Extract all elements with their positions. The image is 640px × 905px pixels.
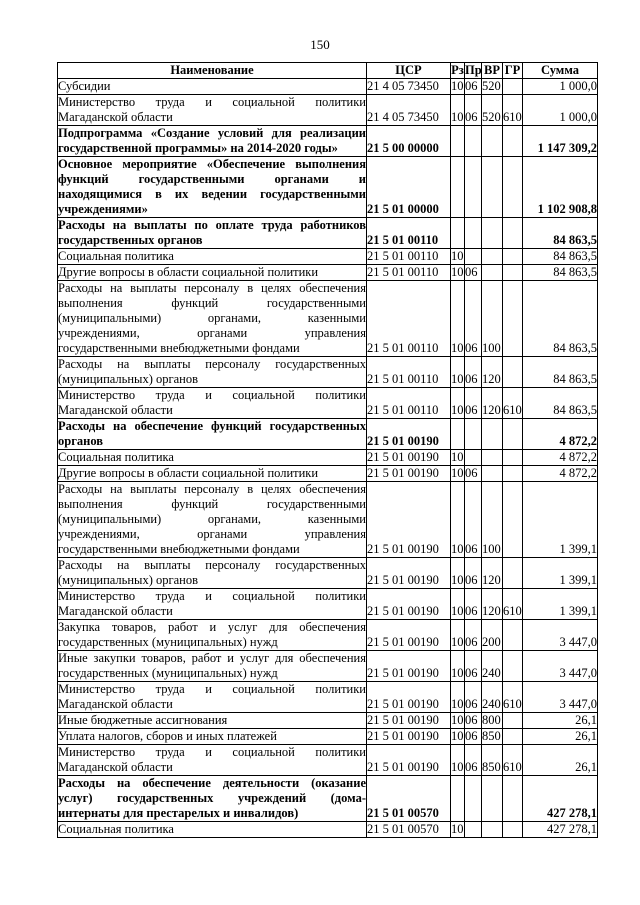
gr-cell xyxy=(503,79,523,95)
csr-cell: 21 5 01 00190 xyxy=(367,419,451,450)
table-row xyxy=(58,713,598,729)
rz-cell: 10 xyxy=(451,713,464,727)
table-row xyxy=(58,482,598,558)
csr-cell: 21 5 01 00570 xyxy=(367,822,451,838)
vr-cell: 240 xyxy=(482,651,503,682)
pr-cell: 06 xyxy=(465,745,482,776)
csr-cell: 21 5 01 00190 xyxy=(367,682,451,713)
table-row xyxy=(58,558,598,589)
name-cell xyxy=(58,822,367,838)
sum-cell: 1 399,1 xyxy=(523,482,598,558)
name-line: учреждениями, органами управления xyxy=(58,326,366,340)
name-line: Расходы на выплаты персоналу государственных xyxy=(58,558,366,572)
gr-cell xyxy=(503,249,523,265)
table-row xyxy=(58,745,598,776)
csr-cell: 21 5 01 00110 xyxy=(367,281,451,357)
csr-cell: 21 5 01 00190 xyxy=(367,620,451,651)
gr-cell xyxy=(503,822,523,838)
rz-cell: 10 xyxy=(451,482,465,558)
name-cell xyxy=(58,265,367,281)
csr-cell: 21 5 01 00110 xyxy=(367,265,451,281)
rz-cell: 10 xyxy=(451,79,464,93)
sum-cell: 3 447,0 xyxy=(523,620,598,651)
name-line: услуг) государственных учреждений (дома- xyxy=(58,791,366,805)
csr-cell: 21 5 01 00190 xyxy=(367,745,451,776)
name-cell xyxy=(58,218,367,249)
gr-cell xyxy=(503,450,523,466)
pr-cell: 06 xyxy=(465,281,482,357)
rz-cell: 10 xyxy=(451,265,464,279)
name-line: Магаданской области xyxy=(58,604,173,618)
vr-cell xyxy=(482,218,503,249)
vr-cell: 100 xyxy=(482,281,503,357)
name-line: Министерство труда и социальной политики xyxy=(58,745,366,759)
name-line: Магаданской области xyxy=(58,403,173,417)
name-cell xyxy=(58,281,367,357)
rz-cell: 10 xyxy=(451,729,464,743)
name-cell xyxy=(58,95,367,126)
gr-cell xyxy=(503,729,523,745)
sum-cell: 1 000,0 xyxy=(523,79,598,95)
sum-cell: 26,1 xyxy=(523,745,598,776)
name-line: Министерство труда и социальной политики xyxy=(58,589,366,603)
gr-cell xyxy=(503,776,523,822)
table-row xyxy=(58,729,598,745)
name-line: функций государственными органами и xyxy=(58,172,366,186)
name-line: Социальная политика xyxy=(58,450,174,464)
rz-cell: 10 xyxy=(451,682,465,713)
name-line: Расходы на выплаты персоналу в целях обеспечения xyxy=(58,281,366,295)
pr-cell: 06 xyxy=(465,682,482,713)
vr-cell: 850 xyxy=(482,745,503,776)
sum-cell: 4 872,2 xyxy=(523,466,598,482)
pr-cell: 06 xyxy=(465,466,482,482)
name-line: Основное мероприятие «Обеспечение выполнения xyxy=(58,157,366,171)
name-line: Уплата налогов, сборов и иных платежей xyxy=(58,729,277,743)
table-row xyxy=(58,249,598,265)
name-line: Расходы на обеспечение деятельности (оказание xyxy=(58,776,366,790)
name-line: (муниципальных) органов xyxy=(58,372,199,386)
name-cell xyxy=(58,450,367,466)
table-row xyxy=(58,157,598,218)
sum-cell: 427 278,1 xyxy=(523,822,598,838)
rz-cell: 10 xyxy=(451,466,464,480)
rz-cell xyxy=(451,126,465,157)
vr-cell: 120 xyxy=(482,388,503,419)
csr-cell: 21 5 01 00110 xyxy=(367,357,451,388)
vr-cell xyxy=(482,265,503,281)
name-line: государственными внебюджетными фондами xyxy=(58,542,300,556)
gr-cell xyxy=(503,281,523,357)
gr-cell: 610 xyxy=(503,95,523,126)
rz-cell xyxy=(451,218,465,249)
name-line: Расходы на обеспечение функций государственных xyxy=(58,419,366,433)
name-line: Социальная политика xyxy=(58,822,174,836)
name-line: Субсидии xyxy=(58,79,111,93)
vr-cell: 200 xyxy=(482,620,503,651)
name-cell xyxy=(58,682,367,713)
sum-cell: 26,1 xyxy=(523,713,598,729)
name-line: государственных (муниципальных) нужд xyxy=(58,635,278,649)
pr-cell: 06 xyxy=(465,265,482,281)
name-cell xyxy=(58,745,367,776)
gr-cell xyxy=(503,157,523,218)
header-rz: Рз xyxy=(451,63,464,77)
header-sum: Сумма xyxy=(523,63,598,79)
pr-cell xyxy=(465,822,482,838)
rz-cell xyxy=(451,776,465,822)
table-row xyxy=(58,450,598,466)
name-line: Закупка товаров, работ и услуг для обеспечения xyxy=(58,620,366,634)
rz-cell: 10 xyxy=(451,822,464,836)
table-row xyxy=(58,776,598,822)
csr-cell: 21 5 00 00000 xyxy=(367,126,451,157)
pr-cell: 06 xyxy=(465,651,482,682)
name-line: выполнения функций государственными xyxy=(58,296,366,310)
csr-cell: 21 5 01 00190 xyxy=(367,450,451,466)
vr-cell xyxy=(482,776,503,822)
name-cell xyxy=(58,126,367,157)
pr-cell xyxy=(465,249,482,265)
vr-cell xyxy=(482,419,503,450)
pr-cell: 06 xyxy=(465,729,482,745)
sum-cell: 84 863,5 xyxy=(523,249,598,265)
rz-cell: 10 xyxy=(451,450,464,464)
table-row xyxy=(58,95,598,126)
pr-cell: 06 xyxy=(465,558,482,589)
csr-cell: 21 4 05 73450 xyxy=(367,79,451,95)
sum-cell: 1 399,1 xyxy=(523,558,598,589)
gr-cell xyxy=(503,466,523,482)
name-line: Расходы на выплаты по оплате труда работников xyxy=(58,218,366,232)
pr-cell: 06 xyxy=(465,388,482,419)
table-row xyxy=(58,651,598,682)
gr-cell xyxy=(503,218,523,249)
gr-cell: 610 xyxy=(503,388,523,419)
pr-cell xyxy=(465,126,482,157)
csr-cell: 21 5 01 00190 xyxy=(367,466,451,482)
gr-cell xyxy=(503,419,523,450)
rz-cell: 10 xyxy=(451,651,465,682)
rz-cell: 10 xyxy=(451,388,465,419)
header-pr: Пр xyxy=(465,63,482,77)
header-vr: ВР xyxy=(482,63,503,79)
pr-cell xyxy=(465,776,482,822)
name-line: Расходы на выплаты персоналу государственных xyxy=(58,357,366,371)
table-row xyxy=(58,620,598,651)
pr-cell xyxy=(465,157,482,218)
vr-cell xyxy=(482,466,503,482)
table-row xyxy=(58,466,598,482)
sum-cell: 4 872,2 xyxy=(523,419,598,450)
vr-cell: 120 xyxy=(482,589,503,620)
gr-cell: 610 xyxy=(503,682,523,713)
rz-cell: 10 xyxy=(451,620,465,651)
name-line: находящимися в их ведении государственными xyxy=(58,187,366,201)
csr-cell: 21 5 01 00570 xyxy=(367,776,451,822)
vr-cell xyxy=(482,126,503,157)
rz-cell xyxy=(451,419,465,450)
table-row xyxy=(58,357,598,388)
sum-cell: 84 863,5 xyxy=(523,218,598,249)
table-row xyxy=(58,388,598,419)
vr-cell: 800 xyxy=(482,713,501,727)
name-cell xyxy=(58,620,367,651)
gr-cell xyxy=(503,620,523,651)
pr-cell: 06 xyxy=(465,589,482,620)
pr-cell xyxy=(465,218,482,249)
pr-cell xyxy=(465,450,482,466)
rz-cell: 10 xyxy=(451,745,465,776)
name-line: (муниципальными) органами, казенными xyxy=(58,311,366,325)
name-line: Министерство труда и социальной политики xyxy=(58,95,366,109)
vr-cell: 120 xyxy=(482,357,503,388)
name-cell xyxy=(58,482,367,558)
pr-cell: 06 xyxy=(465,357,482,388)
vr-cell xyxy=(482,157,503,218)
name-line: Расходы на выплаты персоналу в целях обеспечения xyxy=(58,482,366,496)
name-line: государственными внебюджетными фондами xyxy=(58,341,300,355)
name-line: интернаты для престарелых и инвалидов) xyxy=(58,806,299,820)
sum-cell: 1 102 908,8 xyxy=(523,157,598,218)
rz-cell: 10 xyxy=(451,558,465,589)
csr-cell: 21 5 01 00190 xyxy=(367,482,451,558)
name-cell xyxy=(58,79,367,95)
gr-cell xyxy=(503,558,523,589)
gr-cell xyxy=(503,357,523,388)
name-cell xyxy=(58,419,367,450)
vr-cell: 520 xyxy=(482,79,501,93)
name-line: учреждениями» xyxy=(58,202,148,216)
gr-cell: 610 xyxy=(503,745,523,776)
name-line: Другие вопросы в области социальной политики xyxy=(58,466,319,480)
csr-cell: 21 5 01 00190 xyxy=(367,651,451,682)
csr-cell: 21 5 01 00190 xyxy=(367,558,451,589)
name-line: органов xyxy=(58,434,104,448)
table-row xyxy=(58,265,598,281)
table-row xyxy=(58,682,598,713)
name-line: Магаданской области xyxy=(58,697,173,711)
name-line: Магаданской области xyxy=(58,110,173,124)
rz-cell: 10 xyxy=(451,95,465,126)
csr-cell: 21 5 01 00190 xyxy=(367,589,451,620)
name-line: Министерство труда и социальной политики xyxy=(58,682,366,696)
vr-cell: 120 xyxy=(482,558,503,589)
name-line: Министерство труда и социальной политики xyxy=(58,388,366,402)
name-line: Иные бюджетные ассигнования xyxy=(58,713,228,727)
budget-table xyxy=(57,62,598,838)
table-body xyxy=(58,79,598,838)
sum-cell: 84 863,5 xyxy=(523,388,598,419)
vr-cell: 240 xyxy=(482,682,503,713)
name-cell xyxy=(58,466,367,482)
pr-cell: 06 xyxy=(465,79,482,95)
sum-cell: 4 872,2 xyxy=(523,450,598,466)
table-header-row xyxy=(58,63,598,79)
sum-cell: 84 863,5 xyxy=(523,281,598,357)
table-row xyxy=(58,281,598,357)
gr-cell xyxy=(503,482,523,558)
gr-cell xyxy=(503,651,523,682)
gr-cell xyxy=(503,713,523,729)
table-row xyxy=(58,419,598,450)
gr-cell: 610 xyxy=(503,589,523,620)
csr-cell: 21 5 01 00190 xyxy=(367,729,451,745)
csr-cell: 21 4 05 73450 xyxy=(367,95,451,126)
sum-cell: 427 278,1 xyxy=(523,776,598,822)
vr-cell xyxy=(482,822,503,838)
name-line: Подпрограмма «Создание условий для реализации xyxy=(58,126,366,140)
csr-cell: 21 5 01 00110 xyxy=(367,249,451,265)
rz-cell: 10 xyxy=(451,281,465,357)
table-row xyxy=(58,589,598,620)
name-cell xyxy=(58,157,367,218)
name-line: государственных (муниципальных) нужд xyxy=(58,666,278,680)
page-number: 150 xyxy=(310,37,330,52)
pr-cell: 06 xyxy=(465,620,482,651)
name-line: учреждениями, органами управления xyxy=(58,527,366,541)
name-cell xyxy=(58,388,367,419)
pr-cell xyxy=(465,419,482,450)
table-row xyxy=(58,79,598,95)
gr-cell xyxy=(503,265,523,281)
pr-cell: 06 xyxy=(465,95,482,126)
name-line: Социальная политика xyxy=(58,249,174,263)
table-row xyxy=(58,218,598,249)
name-line: государственной программы» на 2014-2020 годы» xyxy=(58,141,338,155)
sum-cell: 3 447,0 xyxy=(523,651,598,682)
sum-cell: 1 000,0 xyxy=(523,95,598,126)
sum-cell: 84 863,5 xyxy=(523,265,598,281)
sum-cell: 1 147 309,2 xyxy=(523,126,598,157)
header-csr: ЦСР xyxy=(367,63,451,79)
vr-cell xyxy=(482,249,503,265)
pr-cell: 06 xyxy=(465,713,482,729)
name-cell xyxy=(58,729,367,745)
rz-cell: 10 xyxy=(451,357,465,388)
header-gr: ГР xyxy=(503,63,523,79)
csr-cell: 21 5 01 00190 xyxy=(367,713,451,729)
sum-cell: 26,1 xyxy=(523,729,598,745)
name-line: государственных органов xyxy=(58,233,203,247)
name-cell xyxy=(58,651,367,682)
name-cell xyxy=(58,589,367,620)
sum-cell: 84 863,5 xyxy=(523,357,598,388)
csr-cell: 21 5 01 00110 xyxy=(367,388,451,419)
rz-cell: 10 xyxy=(451,249,464,263)
name-cell xyxy=(58,558,367,589)
rz-cell xyxy=(451,157,465,218)
table-row xyxy=(58,822,598,838)
name-line: (муниципальными) органами, казенными xyxy=(58,512,366,526)
name-cell xyxy=(58,249,367,265)
name-cell xyxy=(58,357,367,388)
csr-cell: 21 5 01 00110 xyxy=(367,218,451,249)
table-row xyxy=(58,126,598,157)
name-cell xyxy=(58,713,367,729)
vr-cell: 520 xyxy=(482,95,503,126)
name-line: (муниципальных) органов xyxy=(58,573,199,587)
header-name: Наименование xyxy=(58,63,367,79)
pr-cell: 06 xyxy=(465,482,482,558)
sum-cell: 3 447,0 xyxy=(523,682,598,713)
gr-cell xyxy=(503,126,523,157)
vr-cell: 100 xyxy=(482,482,503,558)
rz-cell: 10 xyxy=(451,589,465,620)
csr-cell: 21 5 01 00000 xyxy=(367,157,451,218)
name-line: Магаданской области xyxy=(58,760,173,774)
sum-cell: 1 399,1 xyxy=(523,589,598,620)
name-line: выполнения функций государственными xyxy=(58,497,366,511)
vr-cell: 850 xyxy=(482,729,501,743)
name-cell xyxy=(58,776,367,822)
name-line: Другие вопросы в области социальной политики xyxy=(58,265,319,279)
vr-cell xyxy=(482,450,503,466)
name-line: Иные закупки товаров, работ и услуг для обеспечения xyxy=(58,651,366,665)
